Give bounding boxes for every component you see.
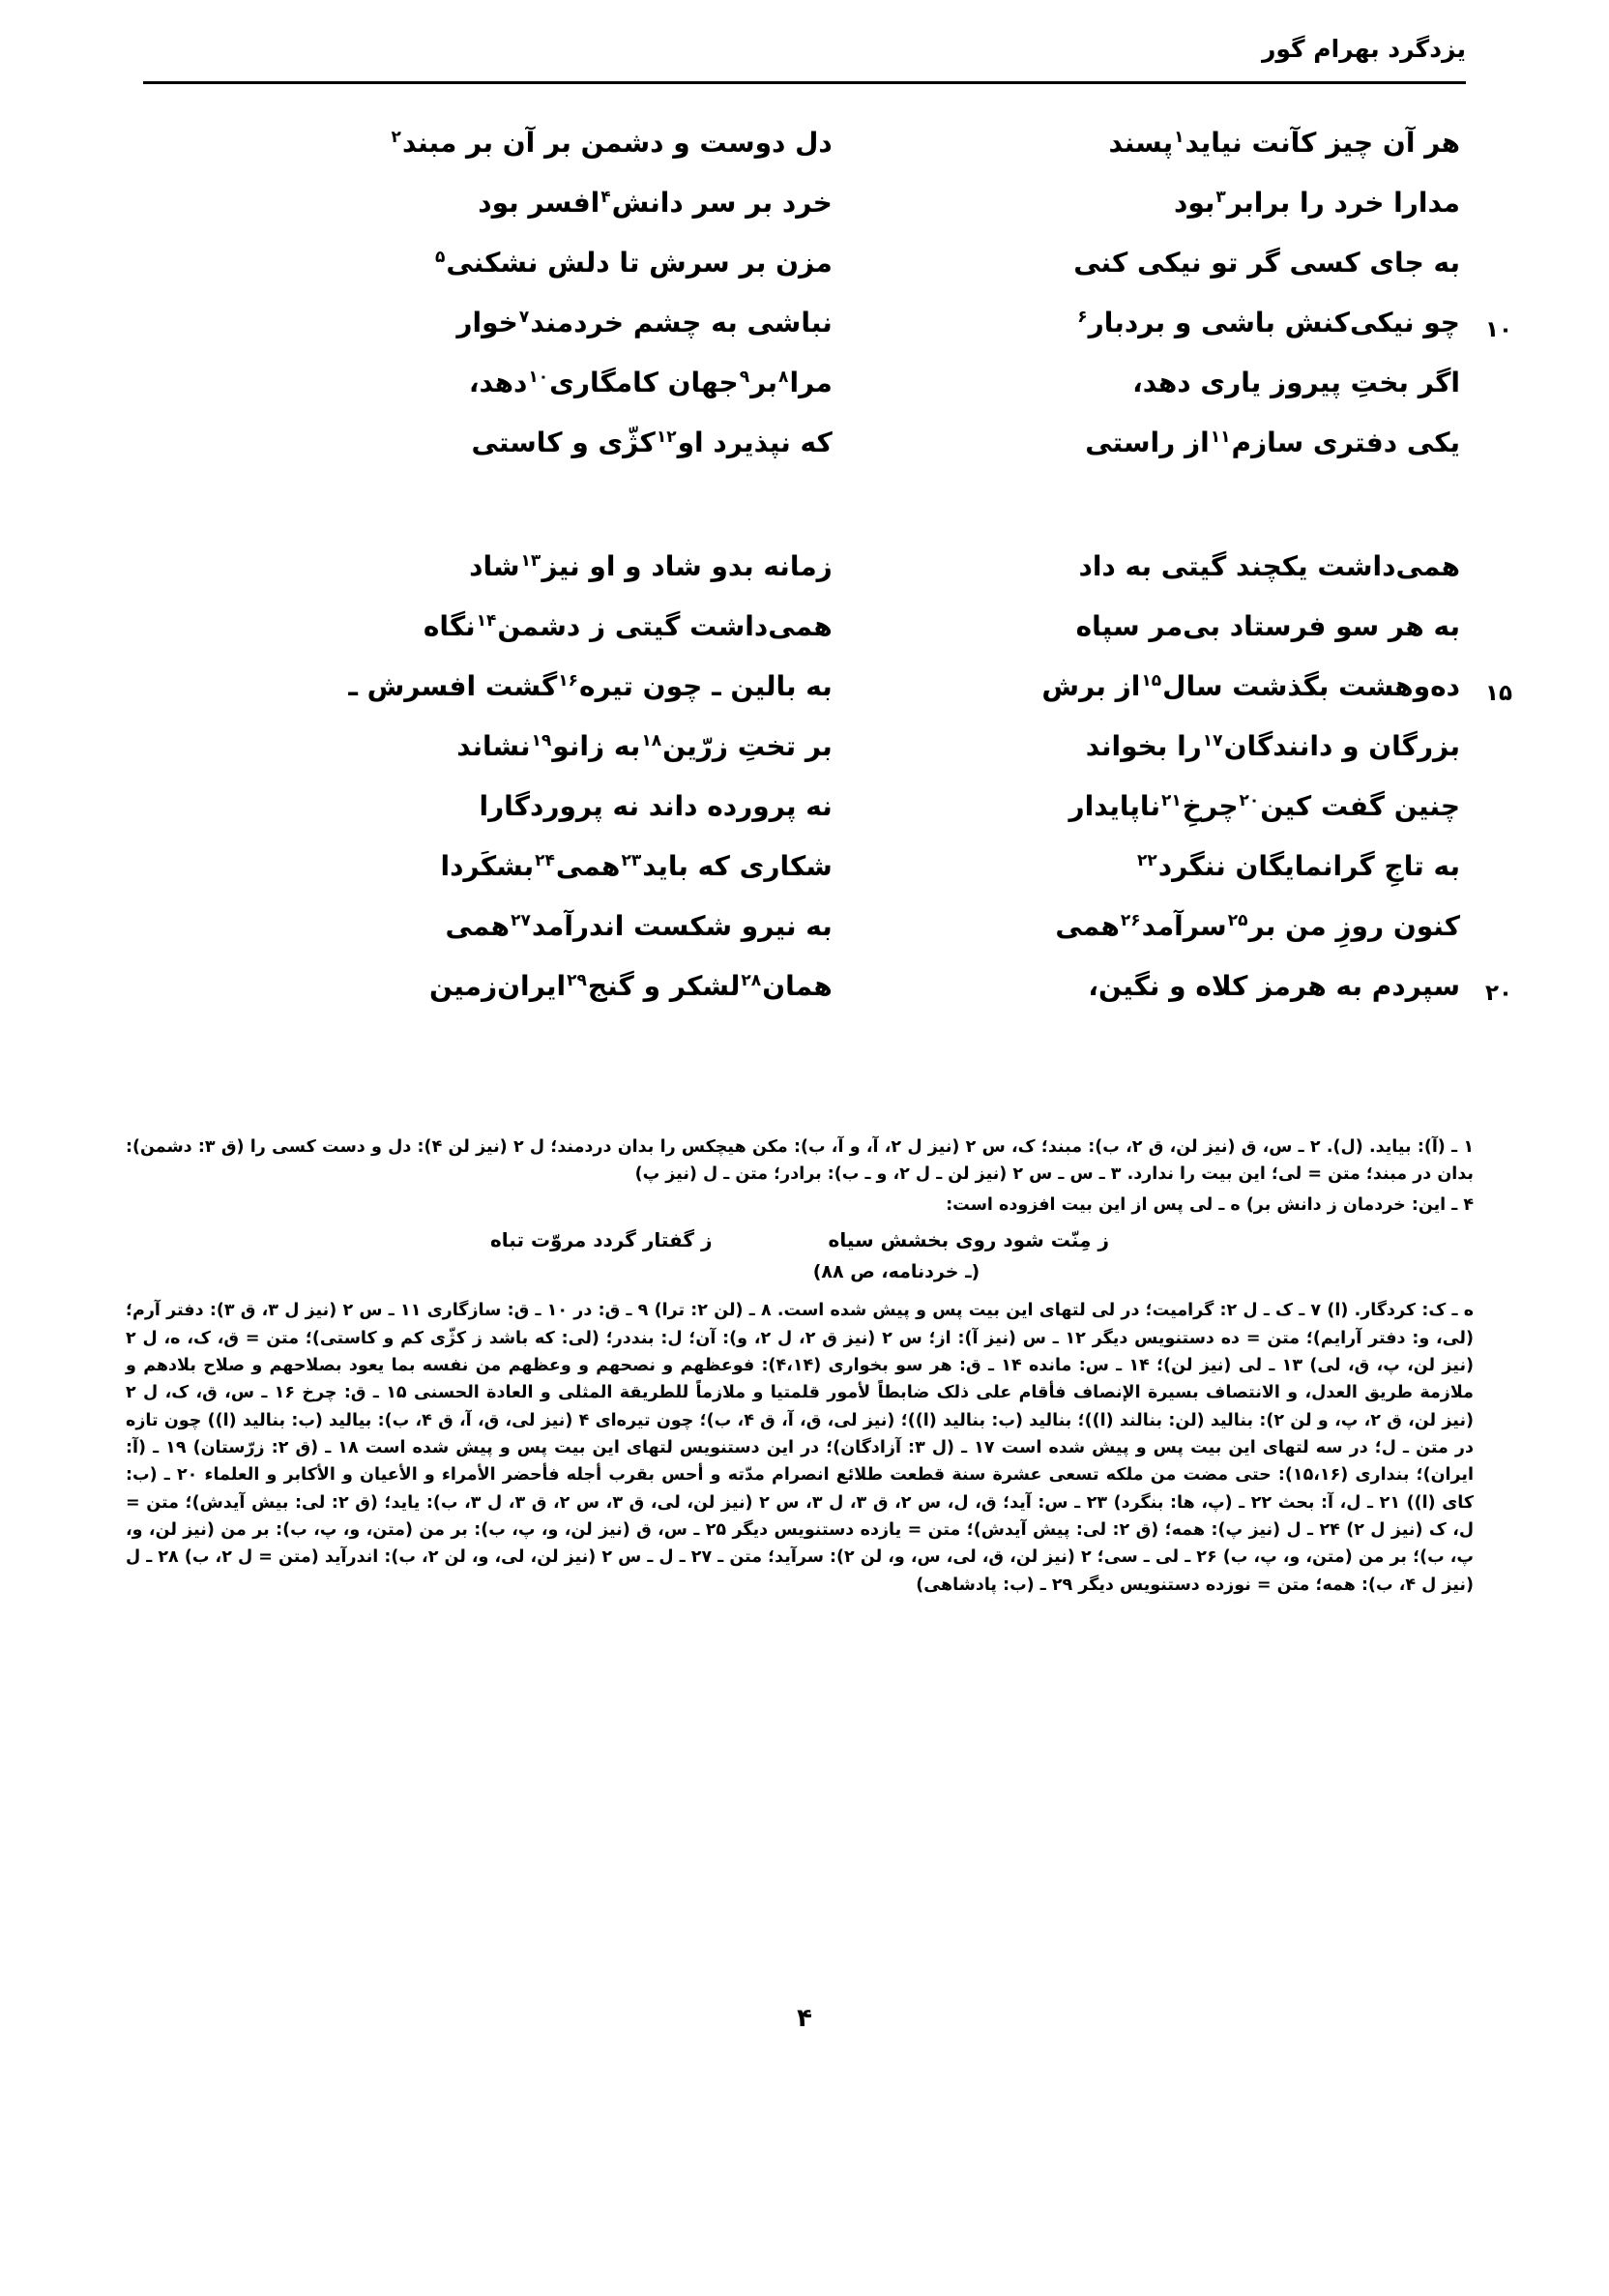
verse-words: نگاه [423, 610, 476, 642]
verse-line [135, 669, 1513, 729]
hemistich-first [842, 669, 1474, 704]
footnote-marker[interactable]: ۲۵ [1227, 910, 1248, 930]
hemistich-second [135, 669, 842, 704]
footnote-marker[interactable]: ۷ [518, 307, 530, 327]
verse-words: کنون روزِ من بر [1248, 910, 1460, 942]
critical-apparatus [126, 1133, 1474, 1599]
footnote-marker[interactable]: ۱۲ [656, 427, 677, 447]
verse-words: خرد بر سر دانش [611, 187, 833, 219]
verse-couplet [135, 789, 1474, 824]
apparatus-block-2: ۴ ـ این: خردمان ز دانش بر) ه ـ لی پس از این بیت افزوده است: [946, 1194, 1474, 1215]
verse-words: بشکَرد​ا [440, 850, 535, 882]
hemistich-second [135, 186, 842, 221]
verse-words: چو نیکی‌کنش باشی و بردبار [1088, 307, 1460, 339]
verse-words: از راستی [1085, 427, 1210, 458]
hemistich-second [135, 909, 842, 944]
footnote-marker[interactable]: ۱۸ [641, 730, 662, 751]
footnote-marker[interactable]: ۲۴ [535, 850, 555, 870]
verse-couplet [135, 849, 1474, 884]
header-rule [143, 81, 1466, 84]
verse-words: همی‌داشت یکچند گیتی به داد [1078, 550, 1460, 582]
apparatus-block-3: ه ـ ک: کردگار. (ا) ۷ ـ ک ـ ل ۲: گرامیت؛ در لی لتهای این بیت پس و پیش شده است. ۸ ـ (لن ۲: ترا) ۹ ـ ق: در ۱۰ ـ ق: سازگاری ۱۱ ـ س ۲ (نیز ل ۳، ق ۳): دفتر آرم؛ (لی، و: دفتر آرایم)؛ متن = ده دستنویس دیگر ۱۲ ـ س (نیز آ): از؛ س ۲ (نیز ق ۲، ل ۲، و): آن؛ ل: بنددر؛ (لی: که باشد ز کژّی کم و کاستی)؛ متن = ق، ک، ه، ل ۲ (نیز لن، پ، ق، لی) ۱۳ ـ لی (نیز لن)؛ ۱۴ ـ س: مانده ۱۴ ـ ق: هر سو بخواری (۴،۱۴): فوعظهم و نصحهم و وعظهم من نفسه بما یعود بصلاحهم و صلاح بلادهم و ملازمة طریق العدل، و الانتصاف بسیرة الإنصاف فأقام علی ذلک ضابطاً لأمور قلمتیا و ملازماً للطریقة المثلی و العادة الحسنی ۱۵ ـ ق: چرخ ۱۶ ـ س، ق، ک، ل ۲ (نیز لن، ق ۲، پ، و لن ۲): بنالید (لن: بنالند (ا))؛ بنالید (ب: بنالید (ا))؛ (نیز لی، ق، آ، ق ۴، ب)؛ چون تیره‌ای ۴ (نیز لی، ق، آ، ق ۴، ب): بیالید (ب: بنالید (ا)) چون تازه در متن ـ ل؛ در سه لتهای این بیت پس و پیش شده است ۱۷ ـ (ل ۳: آزادگان)؛ در این دستنویس لتهای این بیت پس و پیش شده است ۱۸ ـ (ق ۲: زرّستان) ۱۹ ـ (آ: ایران)؛ بنداری (۱۵،۱۶): حتی مضت من ملکه تسعی عشرة سنة قطعت طلائع انصرام مدّته و أحس بقرب أجله فأحضر الأمراء و الأعیان و الأکابر و العلماء ۲۰ ـ (ب: کای (ا)) ۲۱ ـ ل، آ: بحث ۲۲ ـ (پ، ها: بنگرد) ۲۳ ـ س: آید؛ ق، ل، س ۲، ق ۳، ل ۳، س ۲ (نیز لن، لی، ق ۳، س ۲، ق ۳، ل ۳، ب): یاید؛ (ق ۲: لی: بیش آیدش)؛ متن = ل، ک (نیز ل ۲) ۲۴ ـ ل (نیز پ): همه؛ (ق ۲: لی: پیش آیدش)؛ متن = یازده دستنویس دیگر ۲۵ ـ س، ق (نیز لن، و، پ، ب): بر من (متن، و، پ، ب): بر من (نیز لن، و، پ، ب)؛ بر من (متن، و، پ، ب) ۲۶ ـ لی ـ سی؛ ۲ (نیز لن، ق، لی، س، و، لن ۲): سرآید؛ متن ـ ۲۷ ـ ل ـ س ۲ (نیز لن، لی، و، لن ۲، ب): اندرآید (متن = ل ۲، ب) ۲۸ ـ ل (نیز ل ۴، ب): همه؛ متن = نوزده دستنویس دیگر ۲۹ ـ (ب: پادشاهی) [126, 1301, 1475, 1595]
verse-words: زمانه بدو شاد و او نیز [541, 550, 833, 582]
footnote-marker[interactable]: ۹ [739, 367, 750, 387]
footnote-marker[interactable]: ۲۳ [621, 850, 642, 870]
page-header [0, 35, 1609, 93]
verse-region [135, 126, 1513, 1093]
footnote-marker[interactable]: ۱۷ [1202, 730, 1223, 751]
verse-words: سپردم به هرمز کلاه و نگین، [1088, 970, 1460, 1002]
hemistich-second [135, 849, 842, 884]
footnote-marker[interactable]: ۲۷ [511, 910, 531, 930]
verse-words: نه پرورده داند نه پروردگارا [479, 790, 833, 822]
verse-words: به هر سو فرستاد بی‌مر سپاه [1075, 610, 1460, 642]
footnote-marker[interactable]: ۲۶ [1120, 910, 1141, 930]
verse-couplet [135, 669, 1474, 704]
verse-couplet [135, 246, 1474, 280]
running-head: یزدگرد بهرام گور [1261, 35, 1466, 63]
verse-words: از برش [1041, 670, 1141, 702]
verse-line [135, 609, 1474, 669]
verse-words: یکی دفتری سازم [1231, 427, 1460, 458]
verse-words: شاد [469, 550, 520, 582]
verse-line [135, 126, 1474, 186]
footnote-marker[interactable]: ۱۰ [528, 367, 549, 387]
footnote-marker[interactable]: ۱۶ [558, 670, 579, 691]
verse-words: مزن بر سرش تا دلش نشکنی [446, 247, 833, 279]
footnote-marker[interactable]: ۱۵ [1141, 670, 1162, 691]
verse-words: نباشی به چشم خردمند [530, 307, 833, 339]
verse-couplet [135, 366, 1474, 400]
verse-couplet [135, 549, 1474, 584]
verse-stanza [135, 126, 1513, 486]
hemistich-second [135, 549, 842, 584]
hemistich-first [842, 366, 1474, 400]
verse-words: همان [762, 970, 833, 1002]
footnote-marker[interactable]: ۳ [1215, 187, 1226, 207]
verse-line [135, 366, 1474, 426]
hemistich-second [135, 306, 842, 340]
verse-words: به جای کسی گر تو نیکی کنی [1073, 247, 1460, 279]
footnote-marker[interactable]: ۲۱ [1160, 790, 1182, 810]
hemistich-first [842, 789, 1474, 824]
hemistich-second [135, 609, 842, 644]
hemistich-first [842, 909, 1474, 944]
verse-stanza [135, 549, 1513, 1029]
verse-words: به زانو [552, 730, 641, 762]
hemistich-first [842, 186, 1474, 221]
verse-line [135, 789, 1474, 849]
verse-words: شکاری که باید [642, 850, 833, 882]
verse-words: دل دوست و دشمن بر آن بر مبند [401, 127, 833, 159]
verse-words: کژّی و کاستی [471, 427, 656, 458]
footnote-marker[interactable]: ۲ [391, 127, 401, 147]
verse-line [135, 186, 1474, 246]
verse-line [135, 909, 1474, 969]
footnote-marker[interactable]: ۱۹ [531, 730, 552, 751]
verse-couplet [135, 909, 1474, 944]
footnote-marker[interactable]: ۲۹ [567, 970, 587, 990]
verse-line [135, 246, 1474, 306]
footnote-marker[interactable]: ۸ [778, 367, 789, 387]
verse-words: مرا [789, 367, 833, 398]
hemistich-first [842, 609, 1474, 644]
verse-words: خوار [456, 307, 518, 339]
verse-words: چرخِ [1182, 790, 1239, 822]
verse-words: دهد، [468, 367, 528, 398]
verse-line [135, 306, 1513, 366]
verse-line [135, 849, 1474, 909]
verse-couplet [135, 609, 1474, 644]
footnote-marker[interactable]: ۲۸ [741, 970, 762, 990]
footnote-marker[interactable]: ۱ [1174, 127, 1185, 147]
hemistich-first [842, 729, 1474, 764]
line-number: ۱۵ [1485, 681, 1513, 706]
verse-words: مدارا خرد را برابر [1226, 187, 1460, 219]
verse-words: لشکر و گنج [587, 970, 741, 1002]
verse-words: بود [1173, 187, 1215, 219]
footnote-marker[interactable]: ۱۴ [476, 610, 497, 631]
verse-words: همی [445, 910, 511, 942]
hemistich-second [135, 246, 842, 280]
verse-words: به بالین ـ چون تیره [579, 670, 833, 702]
verse-words: همی‌داشت گیتی ز دشمن [497, 610, 833, 642]
hemistich-first [842, 549, 1474, 584]
verse-words: نشاند [456, 730, 531, 762]
verse-words: همی [1055, 910, 1120, 942]
verse-words: به تاجِ گرانمایگان ننگرد [1157, 850, 1460, 882]
verse-line [135, 426, 1474, 486]
verse-words: ناپایدار [1068, 790, 1160, 822]
footnote-marker[interactable]: ۵ [434, 247, 446, 267]
hemistich-second [135, 729, 842, 764]
verse-words: که نپذیرد او [677, 427, 833, 458]
line-number: ۲۰ [1485, 981, 1513, 1006]
quoted-verse [126, 1224, 1474, 1255]
footnote-marker[interactable]: ۲۲ [1136, 850, 1157, 870]
verse-words: بر [750, 367, 778, 398]
verse-words: افسر بود [478, 187, 600, 219]
hemistich-first [842, 849, 1474, 884]
verse-words: سرآمد [1141, 910, 1227, 942]
page-number: ۴ [797, 2004, 812, 2033]
verse-words: اگر بختِ پیروز یاری دهد، [1132, 367, 1460, 398]
verse-words: هر آن چیز کآنت نیاید [1185, 127, 1460, 159]
verse-words: به نیرو شکست اندرآمد [531, 910, 833, 942]
hemistich-first [842, 426, 1474, 460]
quoted-verse-hemistich-a: ز گفتار گردد مروّت تباه [489, 1228, 713, 1252]
line-number: ۱۰ [1485, 317, 1513, 342]
footnote-marker[interactable]: ۱۱ [1210, 427, 1231, 447]
hemistich-second [135, 426, 842, 460]
verse-words: بزرگان و دانندگان [1223, 730, 1460, 762]
quoted-verse-hemistich-b: ز مِنّت شود روی بخشش سیاه [828, 1228, 1110, 1252]
verse-couplet [135, 969, 1474, 1004]
verse-couplet [135, 729, 1474, 764]
verse-line [135, 549, 1474, 609]
quoted-verse-source: (ـ خردنامه، ص ۸۸) [812, 1261, 980, 1283]
verse-words: ده‌وهشت بگذشت سال [1162, 670, 1460, 702]
verse-words: جهان کامگاری [549, 367, 739, 398]
verse-words: ایران‌زمین [429, 970, 567, 1002]
verse-couplet [135, 186, 1474, 221]
apparatus-block-1: ۱ ـ (آ): بیاید. (ل). ۲ ـ س، ق (نیز لن، ق ۲، ب): مبند؛ ک، س ۲ (نیز ل ۲، آ، و آ، ب): مکن هیچکس را بدان دردمند؛ ل ۲ (نیز لن ۴): دل و دست کسی را (ق ۳: دشمن): بدان در مبند؛ متن = لی؛ این بیت را ندارد. ۳ ـ س ـ س ۲ (نیز لن ـ ل ۲، و ـ ب): برادر؛ متن ـ ل (نیز پ) [126, 1137, 1474, 1185]
footnote-marker[interactable]: ۶ [1077, 307, 1088, 327]
hemistich-second [135, 789, 842, 824]
hemistich-second [135, 366, 842, 400]
verse-line [135, 729, 1474, 789]
verse-couplet [135, 426, 1474, 460]
verse-words: همی [555, 850, 621, 882]
hemistich-first [842, 969, 1474, 1004]
hemistich-first [842, 246, 1474, 280]
verse-words: را بخواند [1085, 730, 1202, 762]
footnote-marker[interactable]: ۴ [600, 187, 611, 207]
verse-couplet [135, 306, 1474, 340]
hemistich-first [842, 306, 1474, 340]
footnote-marker[interactable]: ۲۰ [1239, 790, 1260, 810]
verse-words: گشت افسرش ـ [348, 670, 558, 702]
hemistich-second [135, 969, 842, 1004]
hemistich-second [135, 126, 842, 161]
hemistich-first [842, 126, 1474, 161]
verse-line [135, 969, 1513, 1029]
verse-words: بر تختِ زرّین [662, 730, 833, 762]
verse-couplet [135, 126, 1474, 161]
footnote-marker[interactable]: ۱۳ [520, 550, 541, 571]
verse-words: چنین گفت کین [1260, 790, 1460, 822]
apparatus-block-3-wrapper [126, 1297, 1474, 1599]
verse-words: پسند [1108, 127, 1174, 159]
